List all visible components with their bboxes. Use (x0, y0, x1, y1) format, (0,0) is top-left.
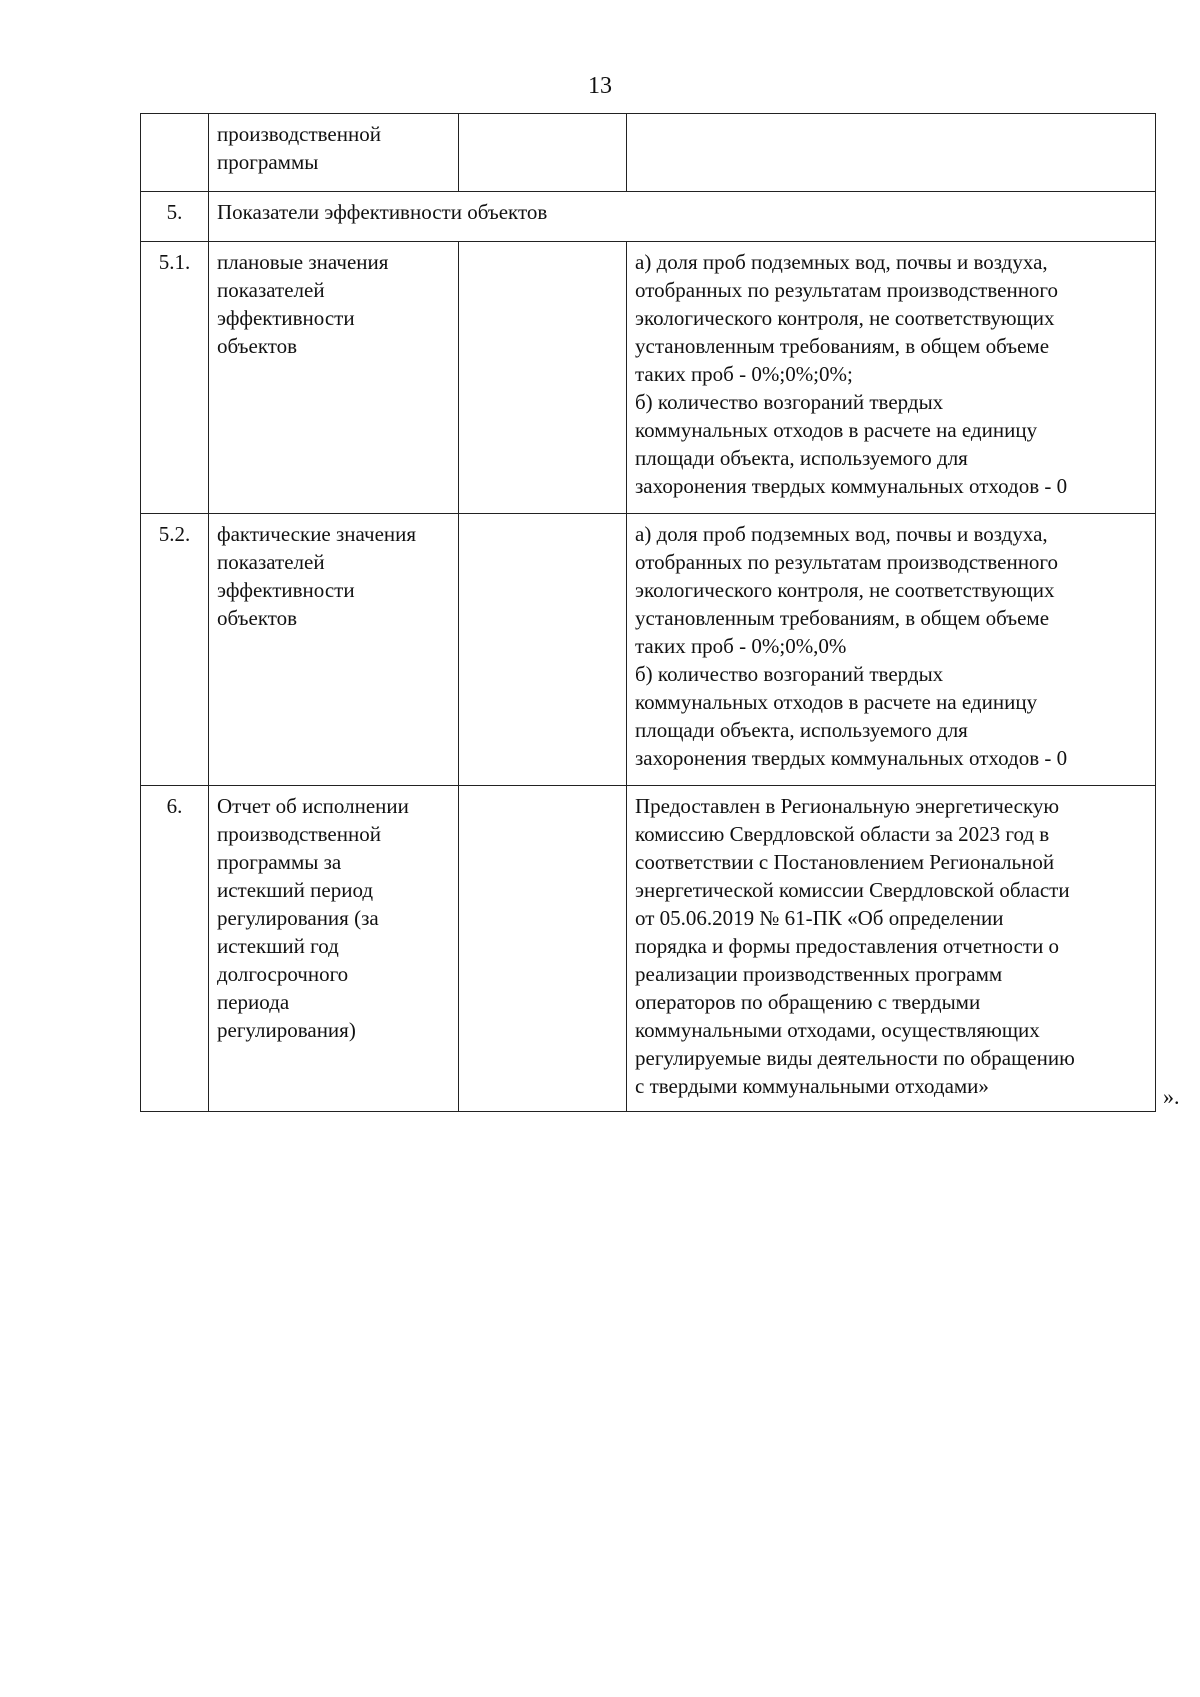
table-row (141, 514, 1156, 786)
text-line: истекший период (217, 878, 374, 902)
indicator-name (209, 242, 459, 514)
text-line: объектов (217, 606, 298, 630)
text-line: эффективности (217, 306, 355, 330)
text-line: экологического контроля, не соответствующих (635, 306, 1055, 330)
text-line: а) доля проб подземных вод, почвы и воздуха, (635, 522, 1048, 546)
text-line: порядка и формы предоставления отчетности о (635, 934, 1060, 958)
indicator-value (627, 242, 1156, 514)
text-line: от 05.06.2019 № 61-ПК «Об определении (635, 906, 1004, 930)
text-line: плановые значения (217, 250, 389, 274)
indicator-name (209, 114, 459, 192)
empty-cell (459, 242, 627, 514)
text-line: долгосрочного (217, 962, 349, 986)
text-line: коммунальных отходов в расчете на единицу (635, 418, 1038, 442)
indicator-value (627, 514, 1156, 786)
text-line: соответствии с Постановлением Региональной (635, 850, 1055, 874)
section-title: Показатели эффективности объектов (209, 192, 1156, 242)
indicators-table (140, 113, 1156, 1112)
table-row (141, 786, 1156, 1112)
text-line: регулирования (за (217, 906, 379, 930)
text-line: площади объекта, используемого для (635, 718, 968, 742)
text-line: показателей (217, 278, 325, 302)
text-line: площади объекта, используемого для (635, 446, 968, 470)
indicator-name (209, 786, 459, 1112)
text-line: реализации производственных программ (635, 962, 1003, 986)
text-line: отобранных по результатам производственного (635, 278, 1059, 302)
text-line: установленным требованиям, в общем объеме (635, 606, 1050, 630)
text-line: регулирования) (217, 1018, 356, 1042)
page-number: 13 (588, 73, 612, 99)
text-line: фактические значения (217, 522, 417, 546)
row-number (141, 114, 209, 192)
indicator-name (209, 514, 459, 786)
text-line: Предоставлен в Региональную энергетическую (635, 794, 1060, 818)
closing-quote-mark: ». (1163, 1084, 1180, 1109)
text-line: эффективности (217, 578, 355, 602)
text-line: таких проб - 0%;0%;0%; (635, 362, 853, 386)
text-line: программы (217, 150, 319, 174)
text-line: а) доля проб подземных вод, почвы и воздуха, (635, 250, 1048, 274)
text-line: захоронения твердых коммунальных отходов - 0 (635, 746, 1068, 770)
text-line: с твердыми коммунальными отходами» (635, 1074, 989, 1098)
empty-cell (459, 786, 627, 1112)
text-line: регулируемые виды деятельности по обращению (635, 1046, 1075, 1070)
text-line: программы за (217, 850, 342, 874)
table-row (141, 192, 1156, 242)
text-line: б) количество возгораний твердых (635, 390, 944, 414)
empty-cell (459, 514, 627, 786)
text-line: показателей (217, 550, 325, 574)
row-number: 5. (141, 192, 209, 242)
text-line: периода (217, 990, 290, 1014)
indicator-value (627, 114, 1156, 192)
text-line: комиссию Свердловской области за 2023 год в (635, 822, 1050, 846)
text-line: энергетической комиссии Свердловской области (635, 878, 1070, 902)
row-number: 6. (141, 786, 209, 1112)
indicator-value (627, 786, 1156, 1112)
empty-cell (459, 114, 627, 192)
text-line: объектов (217, 334, 298, 358)
table-row (141, 114, 1156, 192)
text-line: истекший год (217, 934, 339, 958)
text-line: производственной (217, 122, 381, 146)
text-line: операторов по обращению с твердыми (635, 990, 981, 1014)
text-line: производственной (217, 822, 381, 846)
text-line: коммунальных отходов в расчете на единицу (635, 690, 1038, 714)
text-line: Отчет об исполнении (217, 794, 409, 818)
text-line: отобранных по результатам производственного (635, 550, 1059, 574)
text-line: таких проб - 0%;0%,0% (635, 634, 847, 658)
text-line: установленным требованиям, в общем объеме (635, 334, 1050, 358)
text-line: коммунальными отходами, осуществляющих (635, 1018, 1040, 1042)
text-line: экологического контроля, не соответствующих (635, 578, 1055, 602)
text-line: захоронения твердых коммунальных отходов - 0 (635, 474, 1068, 498)
text-line: б) количество возгораний твердых (635, 662, 944, 686)
row-number: 5.2. (141, 514, 209, 786)
table-row (141, 242, 1156, 514)
row-number: 5.1. (141, 242, 209, 514)
